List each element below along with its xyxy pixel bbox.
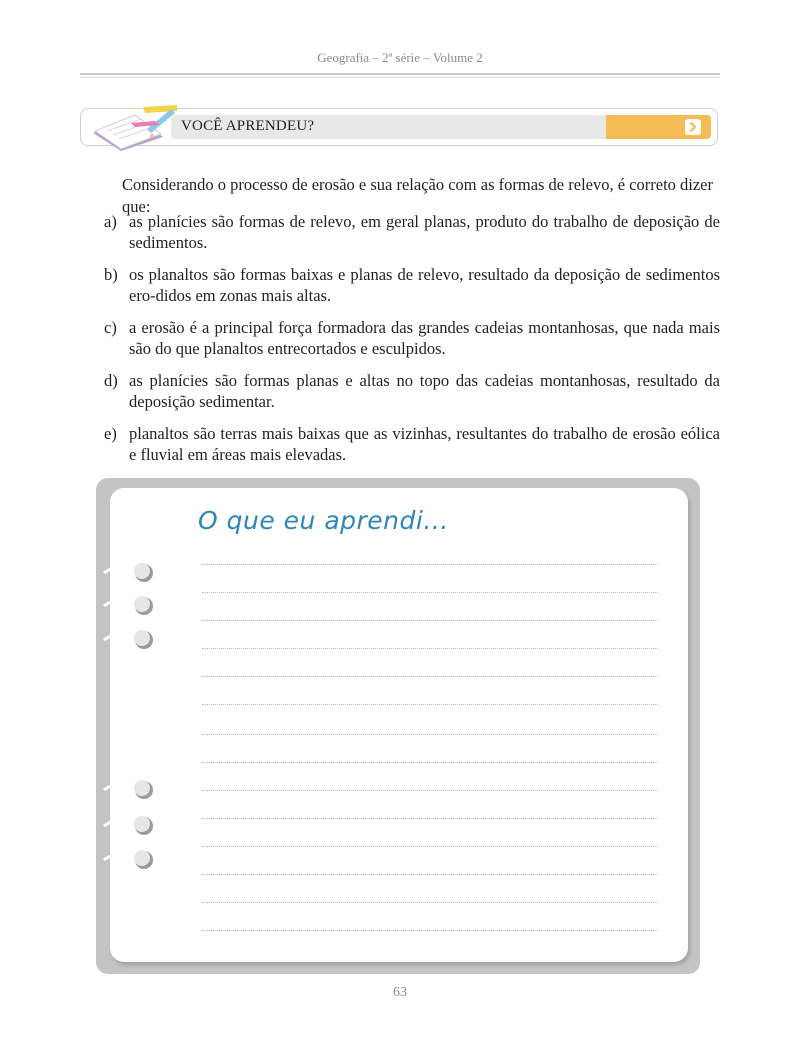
answer-options <box>104 211 720 476</box>
page-number: 63 <box>393 985 407 1000</box>
notebook-page <box>110 488 688 962</box>
binder-ring-icon <box>100 561 156 585</box>
writing-line[interactable] <box>202 564 658 565</box>
writing-line[interactable] <box>202 762 658 763</box>
option-b <box>104 264 720 306</box>
option-text: as planícies são formas planas e altas no topo das cadeias montanhosas, resultado da deposição sedimentar. <box>129 371 720 411</box>
notebook-title: O que eu aprendi... <box>198 506 449 535</box>
question-intro: Considerando o processo de erosão e sua relação com as formas de relevo, é correto dizer que: <box>122 175 714 216</box>
writing-line[interactable] <box>202 704 658 705</box>
section-banner <box>80 108 718 146</box>
binder-ring-icon <box>100 628 156 652</box>
option-text: a erosão é a principal força formadora das grandes cadeias montanhosas, que nada mais são do que planaltos entrecortados e esculpidos. <box>129 318 720 358</box>
option-letter: b) <box>104 265 118 284</box>
writing-line[interactable] <box>202 620 658 621</box>
writing-line[interactable] <box>202 676 658 677</box>
writing-line[interactable] <box>202 902 658 903</box>
option-c <box>104 317 720 359</box>
writing-line[interactable] <box>202 818 658 819</box>
option-e <box>104 423 720 465</box>
option-text: os planaltos são formas baixas e planas de relevo, resultado da deposição de sedimentos ero-didos em zonas mais altas. <box>129 265 720 305</box>
writing-line[interactable] <box>202 874 658 875</box>
notebook-pencil-icon <box>85 103 181 151</box>
section-title: VOCÊ APRENDEU? <box>181 118 315 134</box>
option-letter: d) <box>104 371 118 390</box>
next-arrow-button[interactable] <box>685 119 701 135</box>
option-letter: c) <box>104 318 117 337</box>
option-a <box>104 211 720 253</box>
chevron-right-icon <box>685 119 701 135</box>
notebook-frame <box>96 478 700 974</box>
writing-line[interactable] <box>202 790 658 791</box>
option-text: as planícies são formas de relevo, em geral planas, produto do trabalho de deposição de sedimentos. <box>129 212 720 252</box>
writing-line[interactable] <box>202 846 658 847</box>
binder-ring-icon <box>100 848 156 872</box>
writing-line[interactable] <box>202 930 658 931</box>
binder-ring-icon <box>100 594 156 618</box>
running-head: Geografia – 2ª série – Volume 2 <box>317 50 483 65</box>
option-d <box>104 370 720 412</box>
option-text: planaltos são terras mais baixas que as vizinhas, resultantes do trabalho de erosão eólica e fluvial em áreas mais elevadas. <box>129 424 720 464</box>
writing-line[interactable] <box>202 734 658 735</box>
writing-line[interactable] <box>202 592 658 593</box>
header-rule <box>80 73 720 75</box>
option-letter: a) <box>104 212 117 231</box>
header-rule-thin <box>80 77 720 78</box>
binder-ring-icon <box>100 778 156 802</box>
option-letter: e) <box>104 424 117 443</box>
binder-ring-icon <box>100 814 156 838</box>
writing-line[interactable] <box>202 648 658 649</box>
